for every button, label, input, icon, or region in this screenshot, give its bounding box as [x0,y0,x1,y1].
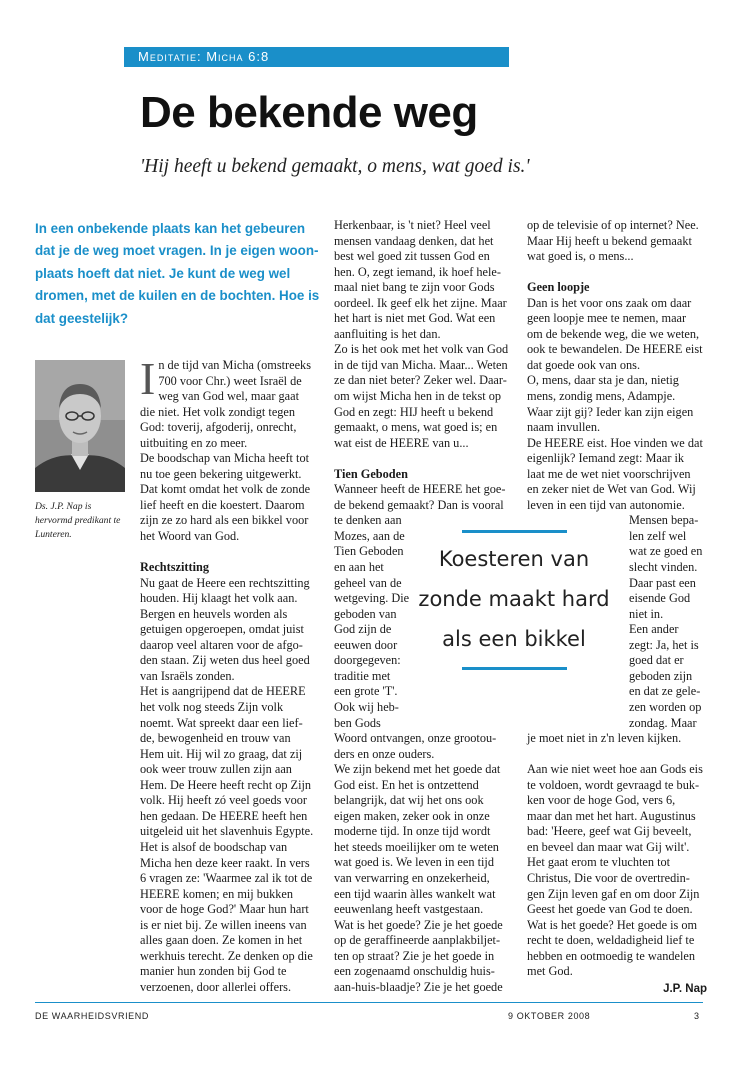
quote-line: als een bikkel [442,627,586,651]
text-line: ten op straat? Zie je het goede in [334,948,495,963]
text-line: het hart is niet met God. Wat een [334,311,496,326]
section-heading: Geen loopje [527,280,590,295]
text-line: en aan het [334,560,384,575]
text-line: Maar Hij heeft u bekend gemaakt [527,233,692,248]
quote-rule-bottom [462,667,567,670]
section-label: Meditatie: Micha 6:8 [124,47,509,67]
caption-line: hervormd predikant te [35,515,121,526]
text-line: eigenlijk? Iemand zegt: Maar ik [527,451,685,466]
text-line: maal niet bang te zijn voor Gods [334,280,495,295]
article-subtitle: 'Hij heeft u bekend gemaakt, o mens, wat goed is.' [140,156,530,177]
text-line: ken voor de hoge God, vers 6, [527,793,676,808]
text-line: hen gedaan. De HEERE heeft hen [140,808,308,823]
text-line: verzoenen, door allerlei offers. [140,979,292,994]
text-line: ook te bewandelen. De HEERE eist [527,342,703,357]
text-line: Een ander [629,622,679,637]
text-line: zen worden op [629,699,702,714]
text-line: Waar zijt gij? Ieder kan zijn eigen [527,404,694,419]
text-line: Nu gaat de Heere een rechtszitting [140,575,310,590]
text-line: HEERE komen; en mij bukken [140,886,294,901]
text-line: zijn ze zo hard als een bikkel voor [140,513,309,528]
text-line: oordeel. Ik geef elk het zijne. Maar [334,295,507,310]
text-line: aan-huis-blaadje? Zie je het goede [334,979,503,994]
portrait-image [35,360,125,492]
text-line: nu toe geen bekering uitgewerkt. [140,466,302,481]
text-line: de bekend gemaakt? Dan is vooral [334,497,504,512]
text-line: eigen maken, zeker ook in onze [334,808,490,823]
text-line: Mozes, aan de [334,528,405,543]
author-signature: J.P. Nap [663,982,707,995]
quote-line: Koesteren van [438,547,590,571]
text-line: een grote 'T'. [334,684,398,699]
text-line: op de geraffineerde aanplakbiljet- [334,933,501,948]
section-heading: Rechtszitting [140,560,209,575]
text-line: 700 voor Chr.) weet Israël de [158,373,302,388]
text-line: alles gaan doen. Ze komen in het [140,933,303,948]
text-line: met God. [527,964,573,979]
text-line: doorgegeven: [334,653,401,668]
text-line: werkhuis terecht. Ze denken op die [140,948,313,963]
text-line: ook weer trouw zullen zijn aan [140,762,292,777]
text-line: het Woord van God. [140,529,240,544]
text-line: Zo is het ook met het volk van God [334,342,509,357]
text-line: Dat komt omdat het volk de zonde [140,482,311,497]
pull-quote [414,530,614,670]
quote-line: zonde maakt hard [418,587,610,611]
text-line: naam invullen. [527,420,601,435]
text-line: te voldoen, wordt gevraagd te buk- [527,777,700,792]
text-line: en dat ze gele- [629,684,701,699]
article-title: De bekende weg [140,88,478,137]
text-line: God: toverij, afgoderij, onrecht, [140,420,297,435]
text-line: ders en onze ouders. [334,746,435,761]
text-line: ben Gods [334,715,381,730]
intro-paragraph [35,218,320,330]
text-line: op de televisie of op internet? Nee. [527,218,699,232]
text-line: De boodschap van Micha heeft tot [140,451,310,466]
text-line: wat ze goed en [629,544,703,559]
text-line: mensen vandaag denken, dat het [334,233,494,248]
caption-line: Lunteren. [35,529,72,540]
text-line: niet in. [629,606,664,621]
text-line: wat goed is, o mens... [527,249,634,264]
text-line: om de bekende weg, die we weten, [527,326,700,341]
text-line: dat goede ook van ons. [527,357,641,372]
text-line: Daar past een [629,575,696,590]
drop-cap: I [140,353,156,404]
text-line: Geest het goede van God te doen. [527,902,693,917]
text-line: eeuwen door [334,637,398,652]
text-line: geboden van [334,606,397,621]
footer-divider [35,1002,703,1003]
text-line: lief heeft en die koestert. Daarom [140,497,305,512]
text-line: 6 vragen ze: 'Waarmee zal ik tot de [140,871,313,886]
text-line: geheel van de [334,575,402,590]
text-line: recht te doen, weldadigheid lief te [527,933,695,948]
text-line: een zogenaamd onschuldig huis- [334,964,495,979]
text-line: aanfluiting is het dan. [334,326,441,341]
text-line: De HEERE eist. Hoe vinden we dat [527,435,703,450]
text-line: daarop veel altaren voor de afgo- [140,637,303,652]
caption-line: Ds. J.P. Nap is [35,501,92,512]
footer-page-number: 3 [694,1011,700,1021]
intro-line: dat je de weg moet vragen. In je eigen woon- [35,243,319,259]
text-line: Christus, Die voor de overtredin- [527,870,690,885]
text-line: Woord ontvangen, onze grootou- [334,731,497,746]
text-line: slecht vinden. [629,560,698,575]
text-line: noemt. Wat spreekt daar een lief- [140,715,303,730]
text-line: Bergen en heuvels worden als [140,606,288,621]
text-line: mens, zondig mens, Adampje. [527,389,676,404]
text-line: n de tijd van Micha (omstreeks [158,358,311,372]
text-line: Herkenbaar, is 't niet? Heel veel [334,218,491,232]
intro-line: dat geestelijk? [35,310,129,326]
text-line: bad: 'Heere, geef wat Gij beveelt, [527,824,692,839]
text-line: in de tijd van Micha. Maar... Weten [334,357,508,372]
text-line: zegt: Ja, het is [629,637,699,652]
text-line: wetgeving. Die [334,591,410,606]
text-line: een tijd waarin àlles wankelt wat [334,886,496,901]
text-line: Het gaat erom te vluchten tot [527,855,671,870]
text-line: eisende God [629,591,691,606]
text-line: Micha hen deze keer raakt. In vers [140,855,310,870]
text-line: goed dat er [629,653,684,668]
text-line: de, bewogenheid en trouw van [140,731,291,746]
text-line: maar dan met het hart. Augustinus [527,808,696,823]
text-line: het steeds moeilijker om te weten [334,839,499,854]
text-line: len zelf wel [629,528,687,543]
text-line: voor de hoge God?' Maar hun hart [140,902,309,917]
photo-caption [35,500,127,542]
text-line: die niet. Het volk zondigt tegen [140,404,296,419]
text-line: volk. Hij heeft zó veel goeds voor [140,793,307,808]
text-line: gemaakt, o mens, wat goed is; en [334,420,498,435]
text-line: God eist. En het is ontzettend [334,777,479,792]
text-line: en zeker niet de Wet van God. Wij [527,482,696,497]
intro-line: plaats hoeft dat niet. Je kunt de weg wel [35,265,291,281]
text-line: traditie met [334,668,391,683]
text-line: Hem uit. Hij wil zo graag, dat zij [140,746,303,761]
text-line: uitbuiting en zo meer. [140,435,248,450]
intro-line: In een onbekende plaats kan het gebeuren [35,221,306,236]
text-line: Hem. De Heere heeft recht op Zijn [140,777,312,792]
text-line: Het is alsof de boodschap van [140,839,288,854]
text-line: geboden zijn [629,668,693,683]
text-line: best wel goed zit tussen God en [334,249,490,264]
text-line: je moet niet in z'n leven kijken. [527,731,682,746]
text-line: Wat is het goede? Het goede is om [527,917,698,932]
text-line: en beveel dan maar wat Gij wilt'. [527,839,690,854]
text-line: laat me de wet niet voorschrijven [527,466,691,481]
text-line: te denken aan [334,513,402,528]
text-line: Dan is het voor ons zaak om daar [527,295,692,310]
text-line: hen. O, zegt iemand, ik hoef hele- [334,264,501,279]
text-line: We zijn bekend met het goede dat [334,762,501,777]
text-line: weg van God wel, maar gaat [158,389,300,404]
text-line: Tien Geboden [334,544,404,559]
text-line: manier hun zonden bij God te [140,964,287,979]
text-line: van Israëls zonden. [140,668,235,683]
text-line: God zijn de [334,622,392,637]
text-line: eeuwenlang heeft vastgestaan. [334,902,484,917]
text-line: O, mens, daar sta je dan, nietig [527,373,679,388]
text-line: moderne tijd. In onze tijd wordt [334,824,491,839]
footer-publication: DE WAARHEIDSVRIEND [35,1011,149,1021]
text-line: Mensen bepa- [629,513,699,528]
text-line: houden. Hij klaagt het volk aan. [140,591,298,606]
author-photo [35,360,125,492]
text-line: wat eist de HEERE van u... [334,435,469,450]
text-line: Aan wie niet weet hoe aan Gods eis [527,762,703,777]
text-line: uitgeleid uit het slavenhuis Egypte. [140,824,314,839]
text-line: zondag. Maar [629,715,697,730]
text-line: het volk nog steeds Zijn volk [140,700,284,715]
text-line: om wijst Micha hen in de tekst op [334,389,502,404]
text-line: getuigen opgeroepen, omdat juist [140,622,304,637]
text-line: geen loopje mee te nemen, maar [527,311,687,326]
text-line: belangrijk, dat wij het ons ook [334,793,484,808]
text-line: Wat is het goede? Zie je het goede [334,917,503,932]
text-line: den staan. Zij weten dus heel goed [140,653,310,668]
text-line: van verwarring en onzekerheid, [334,870,490,885]
text-line: ze dan niet beter? Zeker wel. Daar- [334,373,507,388]
footer-date: 9 OKTOBER 2008 [508,1011,591,1021]
text-line: is er niet bij. Ze willen ineens van [140,917,307,932]
text-line: Wanneer heeft de HEERE het goe- [334,482,506,497]
text-line: hebben en ootmoedig te wandelen [527,948,696,963]
text-line: Het is aangrijpend dat de HEERE [140,684,306,699]
text-line: wat goed is. We leven in een tijd [334,855,494,870]
column-1 [140,353,320,995]
text-line: Ook wij heb- [334,699,399,714]
text-line: gen Zijn leven gaf en om door Zijn [527,886,700,901]
intro-line: dromen, met de kuilen en de bochten. Hoe is [35,288,320,304]
text-line: leven in een tijd van autonomie. [527,497,685,512]
text-line: God en zegt: HIJ heeft u bekend [334,404,494,419]
section-heading: Tien Geboden [334,466,408,481]
quote-rule-top [462,530,567,533]
